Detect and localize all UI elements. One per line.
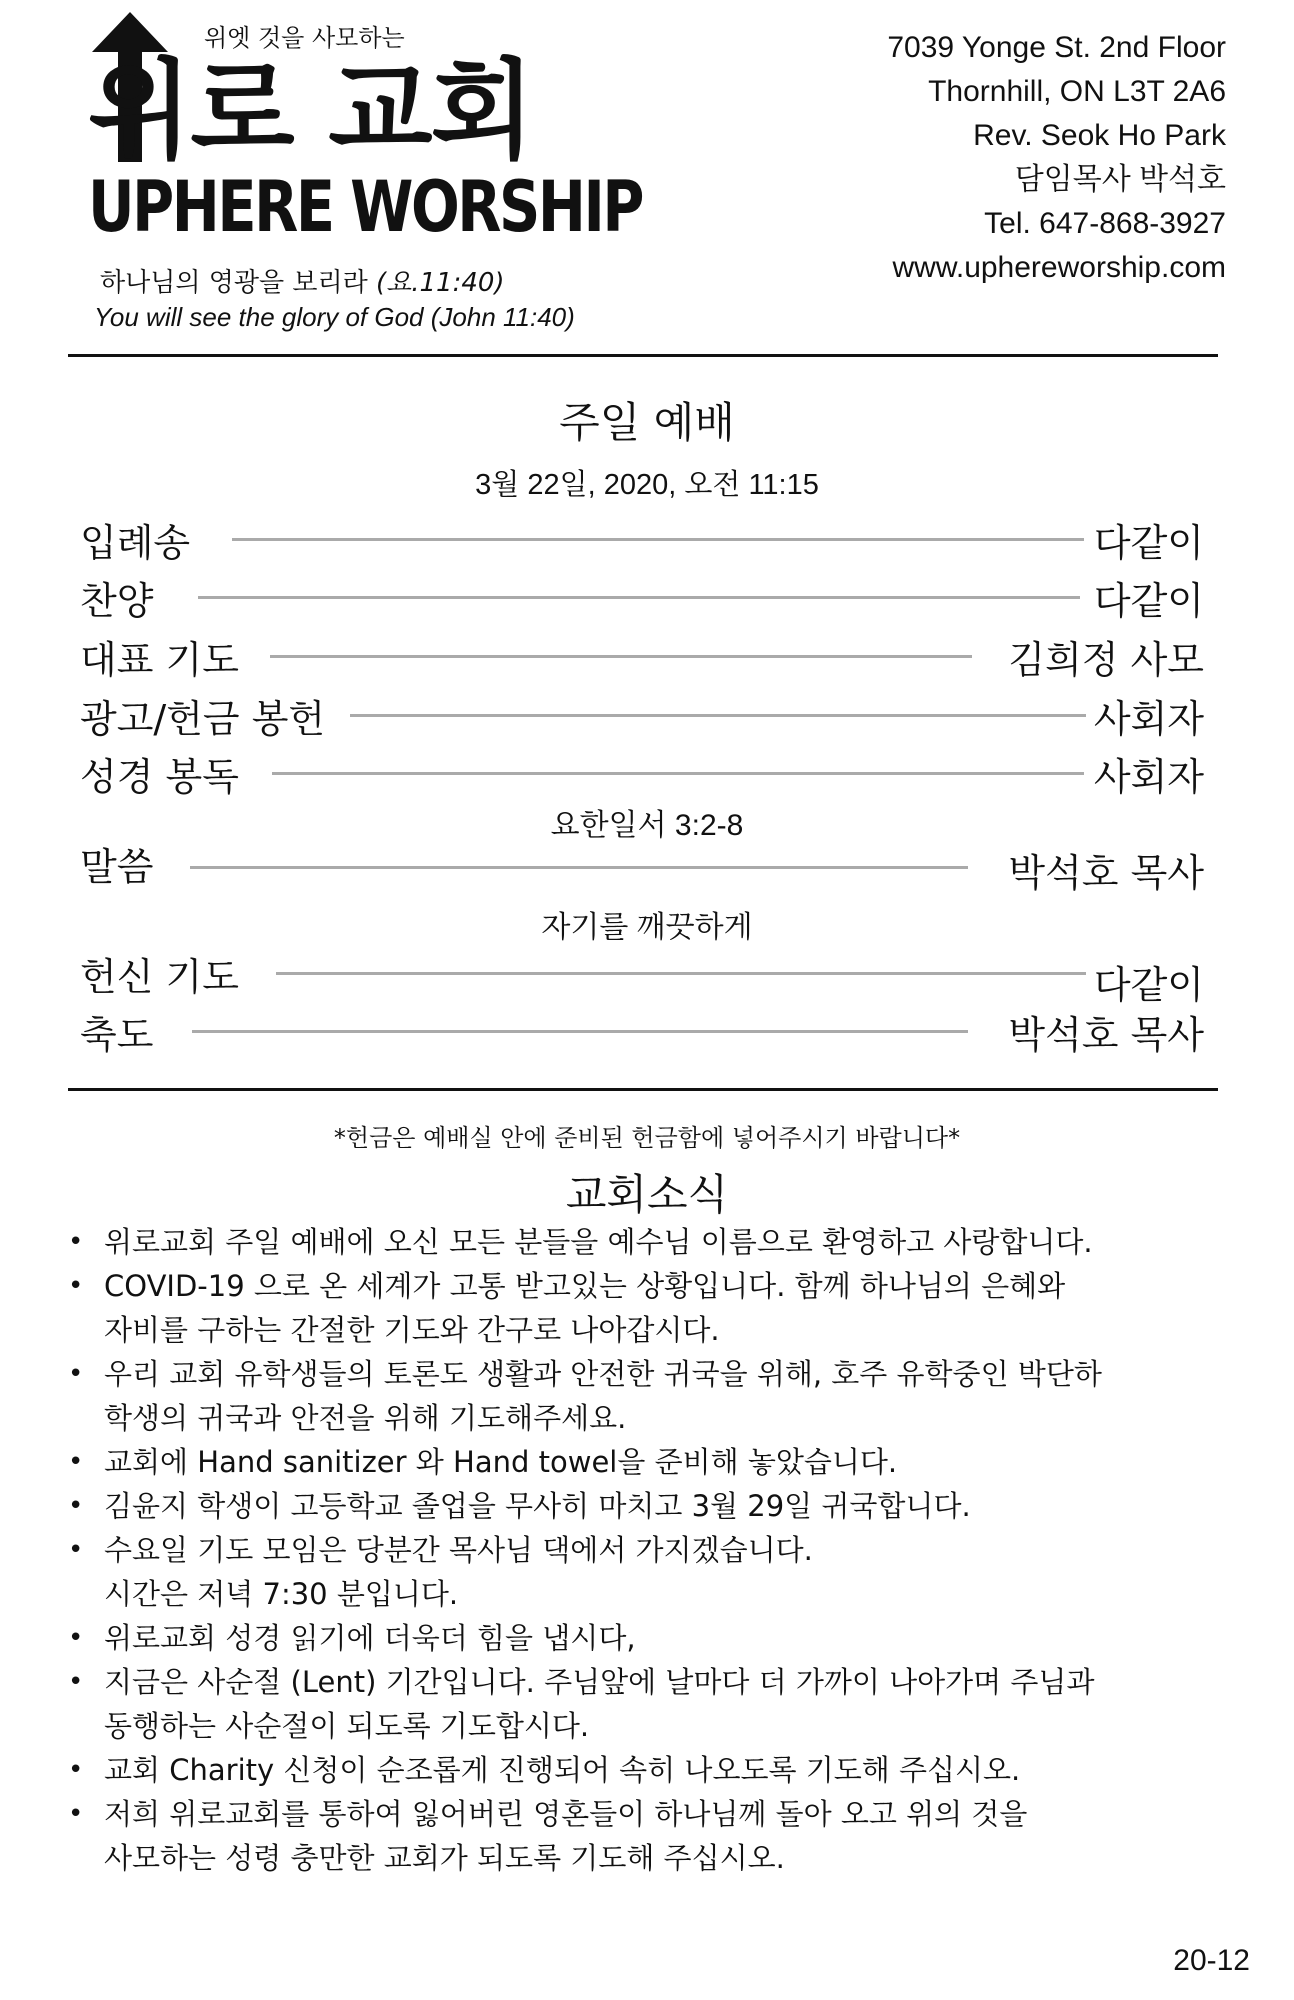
- news-line: 지금은 사순절 (Lent) 기간입니다. 주님앞에 날마다 더 가까이 나아가며 주님과: [104, 1665, 1095, 1699]
- bullet-icon: •: [68, 1623, 84, 1653]
- order-leader: 김희정 사모: [1008, 638, 1204, 682]
- bullet-icon: •: [68, 1447, 84, 1477]
- news-item: [64, 1440, 1244, 1484]
- order-row: [80, 836, 1204, 895]
- order-row: [80, 946, 1204, 1007]
- church-name-korean: 위로 교회: [88, 49, 533, 174]
- leader-line: [350, 714, 1086, 717]
- order-leader: 다같이: [1093, 521, 1204, 565]
- news-line: 학생의 귀국과 안전을 위해 기도해주세요.: [104, 1401, 627, 1435]
- scripture-reference: 요한일서 3:2-8: [550, 809, 744, 842]
- news-item: [64, 1220, 1244, 1264]
- pastor-name-english: Rev. Seok Ho Park: [973, 119, 1226, 152]
- pastor-name-korean: 담임목사 박석호: [1014, 163, 1226, 196]
- phone-number: Tel. 647-868-3927: [984, 207, 1226, 240]
- order-item: 말씀: [80, 845, 154, 889]
- order-leader: 박석호 목사: [1008, 1013, 1204, 1057]
- logo-tagline: 위엣 것을 사모하는: [204, 24, 405, 52]
- address-street: 7039 Yonge St. 2nd Floor: [887, 31, 1226, 64]
- order-item: 찬양: [80, 579, 154, 623]
- order-item: 헌신 기도: [80, 955, 239, 999]
- news-line: 자비를 구하는 간절한 기도와 간구로 나아갑시다.: [104, 1313, 720, 1347]
- bullet-icon: •: [68, 1755, 84, 1785]
- news-line: 우리 교회 유학생들의 토론도 생활과 안전한 귀국을 위해, 호주 유학중인 박단하: [104, 1357, 1102, 1391]
- leader-line: [276, 972, 1086, 975]
- news-line: 김윤지 학생이 고등학교 졸업을 무사히 마치고 3월 29일 귀국합니다.: [104, 1489, 971, 1523]
- news-item: [64, 1616, 1244, 1660]
- bullet-icon: •: [68, 1799, 84, 1829]
- news-line: 시간은 저녁 7:30 분입니다.: [104, 1577, 459, 1611]
- news-item: [64, 1352, 1244, 1440]
- verse-korean-text: 하나님의 영광을 보리라: [100, 268, 368, 298]
- leader-line: [270, 655, 972, 658]
- address-city: Thornhill, ON L3T 2A6: [928, 75, 1226, 108]
- news-line: COVID-19 으로 온 세계가 고통 받고있는 상황입니다. 함께 하나님의 은혜와: [104, 1269, 1066, 1303]
- service-divider: [68, 1088, 1218, 1091]
- service-title: 주일 예배: [559, 398, 735, 447]
- leader-line: [192, 1030, 968, 1033]
- church-address: [746, 26, 1226, 290]
- offering-note: *헌금은 예배실 안에 준비된 헌금함에 넣어주시기 바랍니다*: [333, 1124, 961, 1152]
- news-item: [64, 1792, 1244, 1880]
- order-item: 대표 기도: [80, 638, 239, 682]
- order-row: [80, 688, 1204, 741]
- news-line: 위로교회 주일 예배에 오신 모든 분들을 예수님 이름으로 환영하고 사랑합니다.: [104, 1225, 1093, 1259]
- news-line: 수요일 기도 모임은 당분간 목사님 댁에서 가지겠습니다.: [104, 1533, 813, 1567]
- order-row: [80, 629, 1204, 682]
- order-item: 성경 봉독: [80, 755, 239, 799]
- leader-line: [190, 866, 968, 869]
- sermon-title: 자기를 깨끗하게: [541, 911, 753, 944]
- news-line: 교회에 Hand sanitizer 와 Hand towel을 준비해 놓았습니다.: [104, 1445, 898, 1479]
- church-name-english: UPHERE WORSHIP: [88, 166, 642, 248]
- order-leader: 사회자: [1093, 697, 1204, 741]
- order-leader: 다같이: [1093, 579, 1204, 623]
- news-item: [64, 1528, 1244, 1616]
- verse-korean-reference: (요.11:40): [375, 268, 505, 298]
- news-item: [64, 1484, 1244, 1528]
- news-title: 교회소식: [565, 1170, 729, 1219]
- news-list: [64, 1220, 1244, 1880]
- order-leader: 박석호 목사: [1008, 851, 1204, 895]
- header-divider: [68, 354, 1218, 357]
- bullet-icon: •: [68, 1359, 84, 1389]
- news-item: [64, 1748, 1244, 1792]
- leader-line: [232, 538, 1084, 541]
- order-item: 축도: [80, 1013, 154, 1057]
- order-item: 입례송: [80, 521, 191, 565]
- bullet-icon: •: [68, 1667, 84, 1697]
- order-row: [80, 1004, 1204, 1057]
- leader-line: [198, 596, 1080, 599]
- order-row: [80, 570, 1204, 623]
- verse-korean: [100, 262, 505, 299]
- verse-english: You will see the glory of God (John 11:40): [94, 302, 575, 332]
- page-number: 20-12: [1173, 1944, 1250, 1977]
- order-item: 광고/헌금 봉헌: [80, 697, 326, 741]
- website-url: www.uphereworship.com: [892, 251, 1226, 284]
- bullet-icon: •: [68, 1271, 84, 1301]
- order-leader: 사회자: [1093, 755, 1204, 799]
- leader-line: [272, 772, 1084, 775]
- news-line: 위로교회 성경 읽기에 더욱더 힘을 냅시다,: [104, 1621, 636, 1655]
- news-line: 동행하는 사순절이 되도록 기도합시다.: [104, 1709, 590, 1743]
- order-leader: 다같이: [1093, 963, 1204, 1007]
- service-date: 3월 22일, 2020, 오전 11:15: [475, 469, 819, 501]
- bullet-icon: •: [68, 1491, 84, 1521]
- news-line: 교회 Charity 신청이 순조롭게 진행되어 속히 나오도록 기도해 주십시오.: [104, 1753, 1021, 1787]
- news-line: 사모하는 성령 충만한 교회가 되도록 기도해 주십시오.: [104, 1841, 785, 1875]
- bullet-icon: •: [68, 1535, 84, 1565]
- order-row: [80, 746, 1204, 799]
- bullet-icon: •: [68, 1227, 84, 1257]
- news-item: [64, 1660, 1244, 1748]
- news-line: 저희 위로교회를 통하여 잃어버린 영혼들이 하나님께 돌아 오고 위의 것을: [104, 1797, 1028, 1831]
- news-item: [64, 1264, 1244, 1352]
- order-row: [80, 512, 1204, 565]
